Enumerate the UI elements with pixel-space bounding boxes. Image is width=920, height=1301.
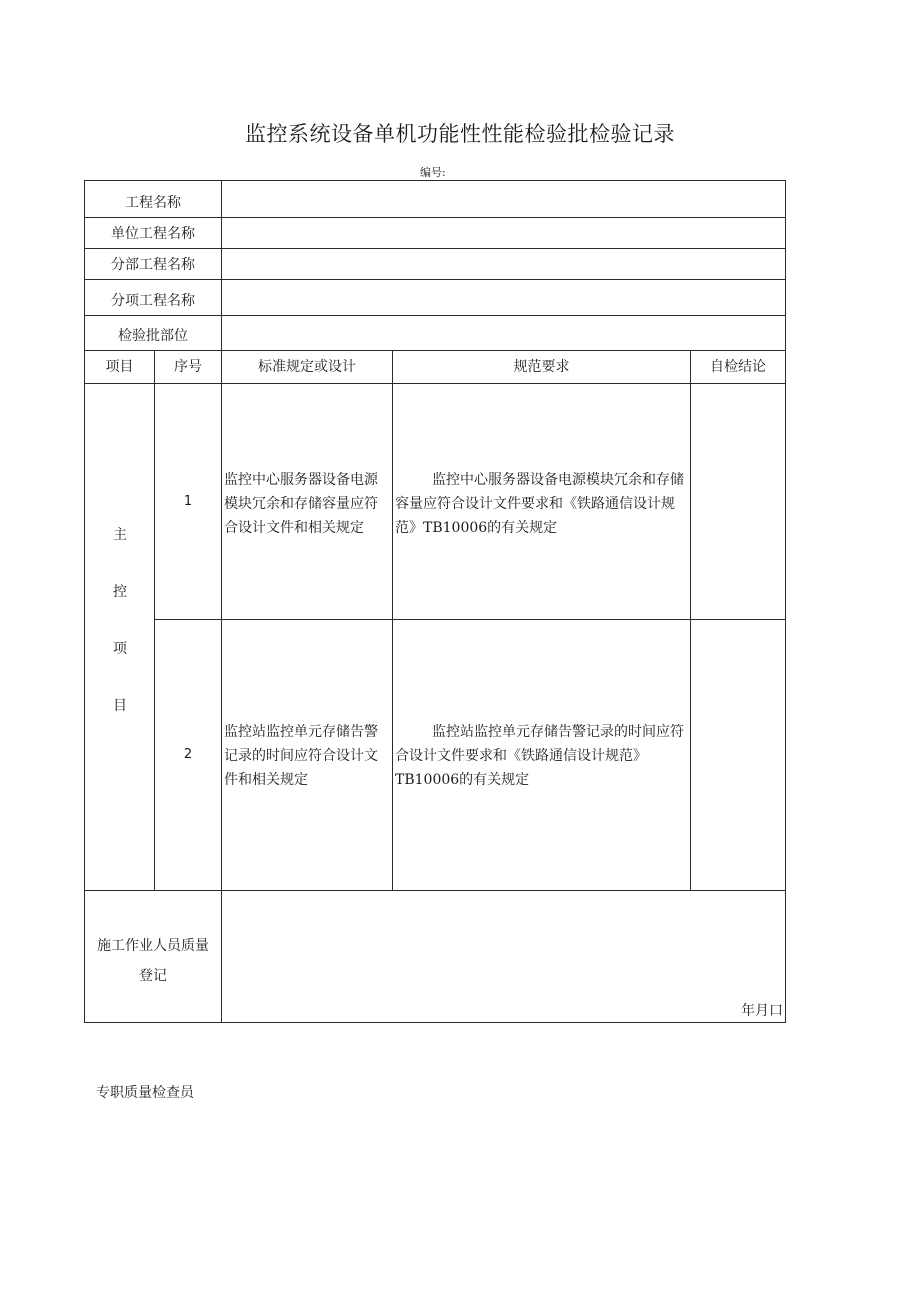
division-project-name-field[interactable]	[221, 248, 786, 280]
column-header-conclusion: 自检结论	[690, 350, 786, 384]
project-name-field[interactable]	[221, 180, 786, 218]
main-control-char: 项	[113, 641, 127, 657]
project-name-label	[84, 180, 222, 218]
personnel-quality-field[interactable]	[221, 890, 786, 1023]
personnel-label-text	[97, 931, 209, 991]
item-1-conclusion[interactable]	[690, 383, 786, 620]
item-2-standard: 监控站监控单元存储告警记录的时间应符合设计文件和相关规定	[221, 619, 393, 891]
main-control-char: 主	[113, 527, 127, 543]
label-text: 检验批部位	[118, 328, 188, 344]
page-title: 监控系统设备单机功能性性能检验批检验记录	[245, 122, 675, 146]
unit-project-name-label	[84, 217, 222, 249]
column-header-standard: 标准规定或设计	[221, 350, 393, 384]
item-2-seq: 2	[154, 619, 222, 891]
division-project-name-label	[84, 248, 222, 280]
personnel-quality-label	[84, 890, 222, 1023]
personnel-label-line2: 登记	[139, 967, 167, 984]
label-text: 分部工程名称	[111, 257, 195, 273]
label-text: 单位工程名称	[111, 226, 195, 242]
date-label: 年月口	[741, 1003, 783, 1019]
column-header-seq: 序号	[154, 350, 222, 384]
label-text: 工程名称	[125, 195, 181, 211]
label-text: 分项工程名称	[111, 293, 195, 309]
personnel-label-line1: 施工作业人员质量	[97, 937, 209, 954]
subitem-project-name-label	[84, 279, 222, 316]
item-1-standard: 监控中心服务器设备电源模块冗余和存储容量应符合设计文件和相关规定	[221, 383, 393, 620]
main-control-items-cell	[84, 383, 155, 891]
subitem-project-name-field[interactable]	[221, 279, 786, 316]
inspection-batch-location-field[interactable]	[221, 315, 786, 351]
item-1-seq: 1	[154, 383, 222, 620]
main-control-char: 目	[113, 698, 127, 714]
item-2-conclusion[interactable]	[690, 619, 786, 891]
main-control-char: 控	[113, 584, 127, 600]
column-header-requirement: 规范要求	[392, 350, 691, 384]
item-2-requirement: 监控站监控单元存储告警记录的时间应符合设计文件要求和《铁路通信设计规范》TB10006的有关规定	[392, 619, 691, 891]
column-header-item: 项目	[84, 350, 155, 384]
record-number-label: 编号:	[420, 166, 446, 179]
item-1-requirement: 监控中心服务器设备电源模块冗余和存储容量应符合设计文件要求和《铁路通信设计规范》TB10006的有关规定	[392, 383, 691, 620]
unit-project-name-field[interactable]	[221, 217, 786, 249]
quality-inspector-label: 专职质量检查员	[96, 1085, 194, 1101]
inspection-batch-location-label	[84, 315, 222, 351]
